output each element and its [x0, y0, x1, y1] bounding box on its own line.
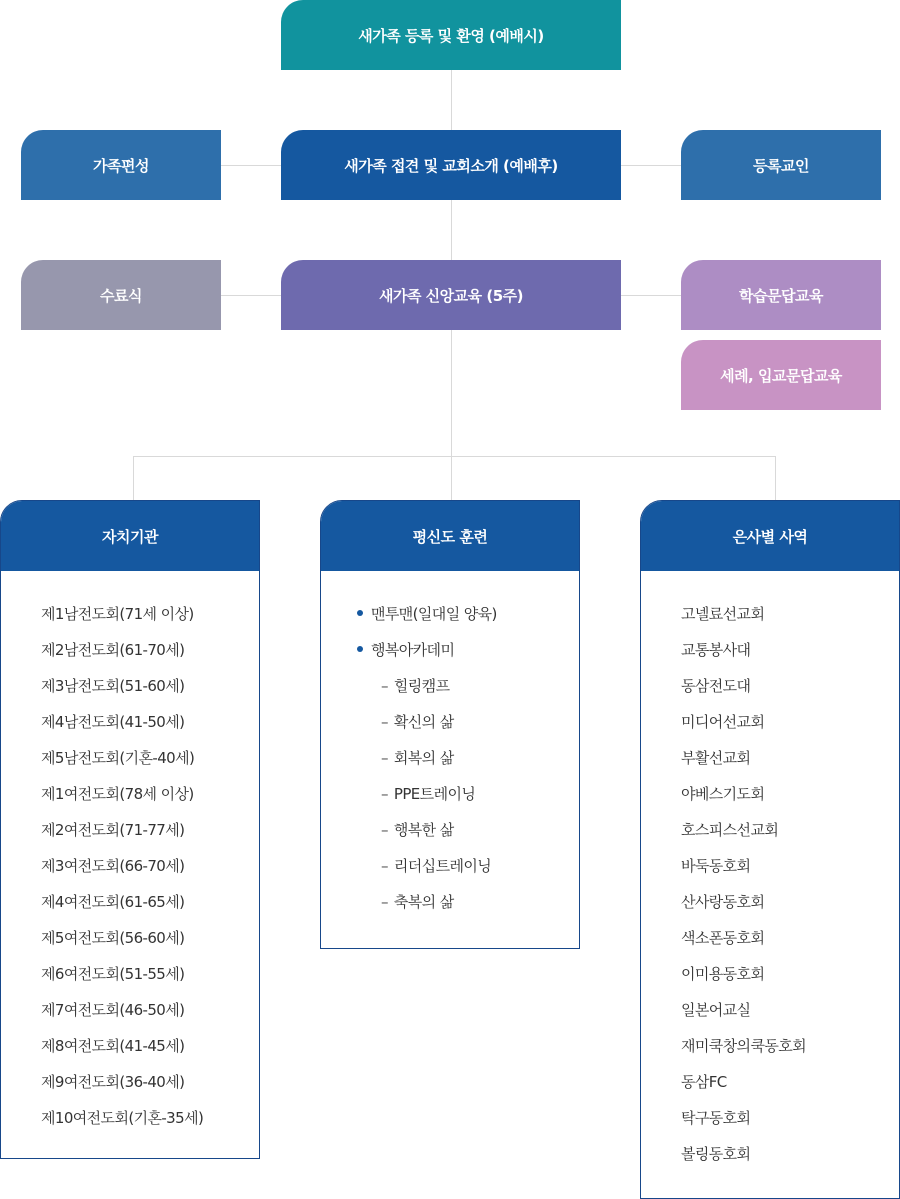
list-item-bullet: [357, 596, 579, 632]
box-label: 새가족 등록 및 환영 (예배시): [358, 26, 544, 45]
list-sub-item: [357, 812, 579, 848]
list-item: 제3여전도회(66-70세): [41, 857, 185, 875]
box-registered-member: [681, 130, 881, 200]
list-item-bullet: [357, 632, 579, 668]
dash-icon: –: [381, 677, 388, 695]
box-label: 새가족 접견 및 교회소개 (예배후): [344, 156, 558, 175]
list-item: 제8여전도회(41-45세): [41, 1037, 185, 1055]
list-item-label: PPE트레이닝: [393, 785, 476, 803]
list-item: 이미용동호회: [681, 965, 765, 983]
list-item: 제4남전도회(41-50세): [41, 713, 185, 731]
list-sub-item: [357, 704, 579, 740]
list-item: 재미쿡창의쿡동호회: [681, 1037, 807, 1055]
panel-title: 은사별 사역: [641, 501, 899, 571]
list-item: 교통봉사대: [681, 641, 751, 659]
list-item: 동삼FC: [681, 1073, 727, 1091]
list-sub-item: [357, 668, 579, 704]
list-item: 부활선교회: [681, 749, 751, 767]
list-item: 탁구동호회: [681, 1109, 751, 1127]
list-item: 일본어교실: [681, 1001, 751, 1019]
dash-icon: –: [381, 893, 388, 911]
list-item: 호스피스선교회: [681, 821, 779, 839]
panel-gift-ministries: [640, 500, 900, 1199]
list-sub-item: [357, 884, 579, 920]
list-item: 제2남전도회(61-70세): [41, 641, 185, 659]
panel-title: 자치기관: [1, 501, 259, 571]
dash-icon: –: [381, 785, 388, 803]
panel-list: [321, 571, 579, 920]
box-completion-ceremony: [21, 260, 221, 330]
box-new-family-registration: [281, 0, 621, 70]
list-item-label: 힐링캠프: [393, 677, 450, 695]
box-label: 새가족 신앙교육 (5주): [378, 286, 523, 305]
list-item-label: 행복아카데미: [371, 641, 455, 659]
dash-icon: –: [381, 749, 388, 767]
connector-branch-horizontal: [133, 456, 776, 457]
panel-list: [641, 571, 899, 1172]
list-item: 제6여전도회(51-55세): [41, 965, 185, 983]
box-label: 세례, 입교문답교육: [720, 366, 842, 385]
dash-icon: –: [381, 713, 388, 731]
box-new-family-meeting: [281, 130, 621, 200]
list-sub-item: [357, 776, 579, 812]
list-item-label: 맨투맨(일대일 양육): [371, 605, 497, 623]
list-item: 바둑동호회: [681, 857, 751, 875]
list-item: 제9여전도회(36-40세): [41, 1073, 185, 1091]
panel-lay-training: [320, 500, 580, 949]
box-label: 학습문답교육: [739, 286, 823, 305]
list-sub-item: [357, 740, 579, 776]
list-sub-item: [357, 848, 579, 884]
list-item: 산사랑동호회: [681, 893, 765, 911]
panel-list: [1, 571, 259, 1136]
list-item-label: 행복한 삶: [393, 821, 454, 839]
panel-title: 평신도 훈련: [321, 501, 579, 571]
list-item: 제1남전도회(71세 이상): [41, 605, 194, 623]
connector-branch-right: [775, 456, 776, 500]
box-label: 등록교인: [753, 156, 809, 175]
list-item: 제10여전도회(기혼-35세): [41, 1109, 204, 1127]
list-item: 고넬료선교회: [681, 605, 765, 623]
list-item: 제5남전도회(기혼-40세): [41, 749, 195, 767]
dash-icon: –: [381, 821, 388, 839]
list-item-label: 확신의 삶: [393, 713, 454, 731]
panel-self-governing-orgs: [0, 500, 260, 1159]
list-item-label: 리더십트레이닝: [393, 857, 492, 875]
list-item-label: 회복의 삶: [393, 749, 454, 767]
list-item: 제7여전도회(46-50세): [41, 1001, 185, 1019]
bullet-dot-icon: [357, 646, 363, 652]
box-family-grouping: [21, 130, 221, 200]
list-item: 야베스기도회: [681, 785, 765, 803]
box-label: 수료식: [100, 286, 142, 305]
list-item: 제2여전도회(71-77세): [41, 821, 185, 839]
list-item: 볼링동호회: [681, 1145, 751, 1163]
list-item: 동삼전도대: [681, 677, 751, 695]
list-item: 제5여전도회(56-60세): [41, 929, 185, 947]
bullet-dot-icon: [357, 610, 363, 616]
box-learning-qa-education: [681, 260, 881, 330]
list-item: 색소폰동호회: [681, 929, 765, 947]
list-item: 미디어선교회: [681, 713, 765, 731]
list-item-label: 축복의 삶: [393, 893, 454, 911]
box-label: 가족편성: [93, 156, 149, 175]
list-item: 제3남전도회(51-60세): [41, 677, 185, 695]
dash-icon: –: [381, 857, 388, 875]
list-item: 제4여전도회(61-65세): [41, 893, 185, 911]
list-item: 제1여전도회(78세 이상): [41, 785, 194, 803]
box-baptism-qa-education: [681, 340, 881, 410]
connector-branch-left: [133, 456, 134, 500]
box-faith-education: [281, 260, 621, 330]
